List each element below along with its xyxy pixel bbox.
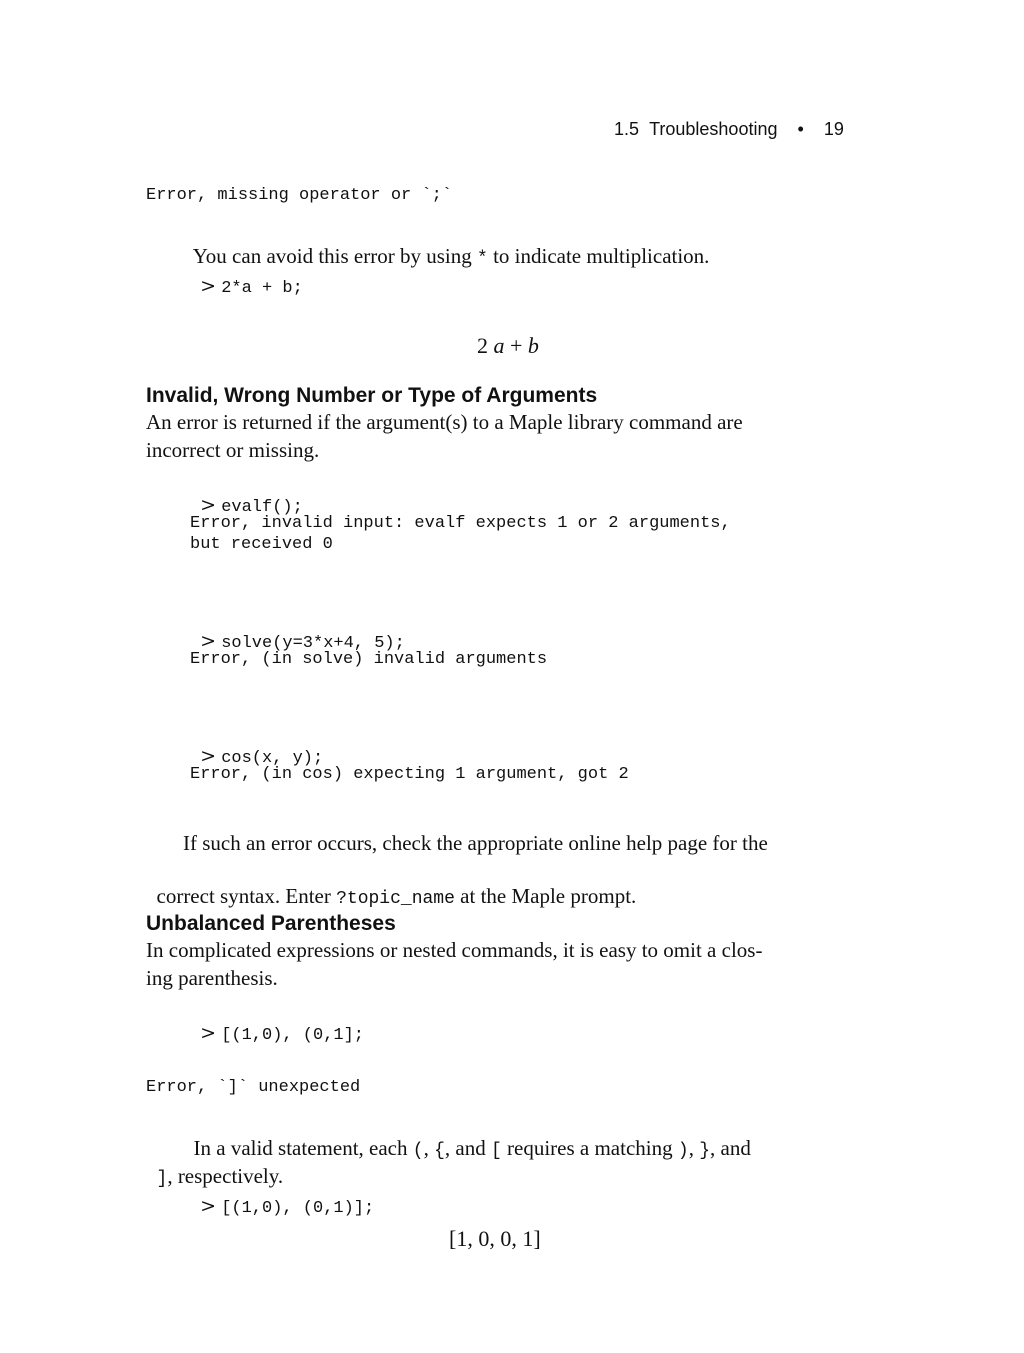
- prompt-symbol: >: [200, 275, 217, 297]
- section-number: 1.5: [614, 119, 640, 139]
- paren-para-line1: In complicated expressions or nested commands, it is easy to omit a clos-: [146, 938, 763, 962]
- error-evalf-line1: Error, invalid input: evalf expects 1 or 2 arguments,: [190, 514, 731, 533]
- valid-para-line2: ], respectively.: [156, 1164, 284, 1189]
- section-title: Troubleshooting: [649, 119, 778, 139]
- command-line-balanced: [190, 1176, 374, 1218]
- command-line-solve: [190, 611, 405, 653]
- command-text: solve(y=3*x+4, 5);: [221, 634, 405, 653]
- error-solve: Error, (in solve) invalid arguments: [190, 650, 548, 669]
- command-line-cos: [190, 726, 323, 768]
- command-text: cos(x, y);: [221, 749, 324, 768]
- prompt-symbol: >: [200, 1195, 217, 1217]
- header-bullet: •: [797, 119, 804, 139]
- command-text: [(1,0), (0,1)];: [221, 1199, 375, 1218]
- heading-unbalanced-parentheses: Unbalanced Parentheses: [146, 912, 396, 935]
- topic-name-code: ?topic_name: [336, 889, 455, 909]
- invalid-para-line2: incorrect or missing.: [146, 438, 320, 462]
- error-evalf-line2: but received 0: [190, 535, 333, 554]
- heading-invalid-arguments: Invalid, Wrong Number or Type of Arguments: [146, 384, 598, 407]
- command-line-unbalanced: [190, 1003, 364, 1045]
- prompt-symbol: >: [200, 1022, 217, 1044]
- command-line-evalf: [190, 475, 303, 517]
- multiplication-hint: You can avoid this error by using * to indicate multiplication.: [192, 244, 710, 269]
- help-para-line1: If such an error occurs, check the appropriate online help page for the: [183, 831, 768, 855]
- prompt-symbol: >: [200, 494, 217, 516]
- help-para-line2: correct syntax. Enter ?topic_name at the Maple prompt.: [156, 884, 637, 909]
- invalid-para-line1: An error is returned if the argument(s) to a Maple library command are: [146, 410, 743, 434]
- page-number: 19: [823, 119, 844, 139]
- asterisk-code: *: [477, 249, 488, 269]
- command-text: [(1,0), (0,1];: [221, 1026, 365, 1045]
- error-cos: Error, (in cos) expecting 1 argument, got 2: [190, 765, 629, 784]
- error-missing-operator: Error, missing operator or `;`: [146, 186, 453, 205]
- command-text: evalf();: [221, 498, 303, 517]
- error-unexpected-bracket: Error, `]` unexpected: [146, 1078, 361, 1097]
- valid-para-line1: In a valid statement, each (, {, and [ requires a matching ), }, and: [193, 1136, 751, 1161]
- math-output-list: [1, 0, 0, 1]: [449, 1226, 541, 1251]
- running-header: [604, 98, 844, 140]
- math-output-1: 2 a + b: [477, 333, 539, 358]
- prompt-symbol: >: [200, 745, 217, 767]
- prompt-symbol: >: [200, 630, 217, 652]
- command-line-1: [190, 256, 303, 298]
- command-text: 2*a + b;: [221, 279, 303, 298]
- paren-para-line2: ing parenthesis.: [146, 966, 278, 990]
